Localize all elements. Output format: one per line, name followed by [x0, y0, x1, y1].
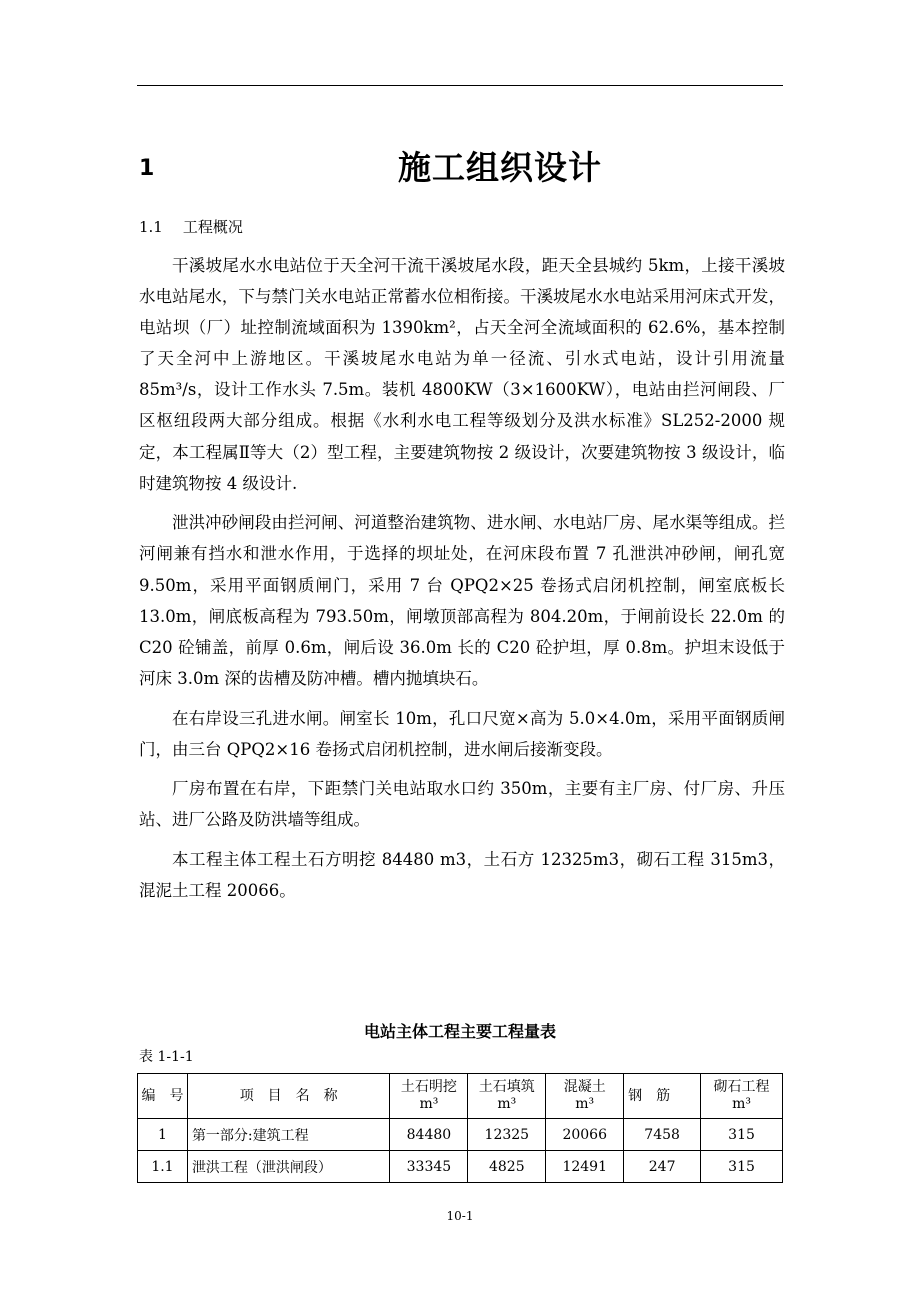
- table-row: [138, 1151, 783, 1183]
- section-number: 1.1: [139, 218, 163, 236]
- column-header: 编 号: [138, 1074, 188, 1119]
- column-header: 钢 筋: [624, 1074, 701, 1119]
- table-title: 电站主体工程主要工程量表: [363, 1022, 556, 1041]
- column-header: 土石填筑 m³: [468, 1074, 546, 1119]
- paragraph: 本工程主体工程土石方明挖 84480 m3，土石方 12325m3，砌石工程 315m3，混泥土工程 20066。: [139, 850, 785, 901]
- body-text: [139, 250, 785, 915]
- table-header-row: [138, 1074, 783, 1119]
- table-cell: 315: [701, 1151, 783, 1183]
- table-cell: 84480: [390, 1119, 468, 1151]
- table-cell: 12491: [546, 1151, 624, 1183]
- column-header: 砌石工程 m³: [701, 1074, 783, 1119]
- table-cell: 1: [138, 1119, 188, 1151]
- table-cell: 4825: [468, 1151, 546, 1183]
- table-number: 表 1-1-1: [139, 1049, 194, 1065]
- paragraph: 干溪坡尾水水电站位于天全河干流干溪坡尾水段，距天全县城约 5km，上接干溪坡水电站尾水，下与禁门关水电站正常蓄水位相衔接。干溪坡尾水水电站采用河床式开发，电站坝（厂）址控制流域面积为 1390km²，占天全河全流域面积的 62.6%，基本控制了天全河中上游地区。干溪坡尾水电站为单一径流、引水式电站，设计引用流量 85m³/s，设计工作水头 7.5m。装机 4800KW（3×1600KW），电站由拦河闸段、厂区枢纽段两大部分组成。根据《水利水电工程等级划分及洪水标准》SL252-2000 规定，本工程属Ⅱ等大（2）型工程，主要建筑物按 2 级设计，次要建筑物按 3 级设计，临时建筑物按 4 级设计.: [139, 256, 785, 493]
- section-title: 工程概况: [182, 218, 243, 236]
- table-cell: 20066: [546, 1119, 624, 1151]
- header-rule: [137, 85, 783, 86]
- table-cell: 7458: [624, 1119, 701, 1151]
- paragraph: 泄洪冲砂闸段由拦河闸、河道整治建筑物、进水闸、水电站厂房、尾水渠等组成。拦河闸兼有挡水和泄水作用，于选择的坝址处，在河床段布置 7 孔泄洪冲砂闸，闸孔宽 9.50m，采用平面钢质闸门，采用 7 台 QPQ2×25 卷扬式启闭机控制，闸室底板长 13.0m，闸底板高程为 793.50m，闸墩顶部高程为 804.20m，于闸前设长 22.0m 的 C20 砼铺盖，前厚 0.6m，闸后设 36.0m 长的 C20 砼护坦，厚 0.8m。护坦末设低于河床 3.0m 深的齿槽及防冲槽。槽内抛填块石。: [139, 513, 785, 688]
- table-cell: 1.1: [138, 1151, 188, 1183]
- column-header: 土石明挖 m³: [390, 1074, 468, 1119]
- table-row: [138, 1119, 783, 1151]
- quantities-table: [137, 1073, 783, 1183]
- paragraph: 在右岸设三孔进水闸。闸室长 10m，孔口尺宽×高为 5.0×4.0m，采用平面钢质闸门，由三台 QPQ2×16 卷扬式启闭机控制，进水闸后接渐变段。: [139, 708, 785, 759]
- section-heading: [139, 216, 243, 237]
- table-cell: 12325: [468, 1119, 546, 1151]
- chapter-title: 施工组织设计: [398, 148, 602, 187]
- table-cell: 315: [701, 1119, 783, 1151]
- paragraph: 厂房布置在右岸，下距禁门关电站取水口约 350m，主要有主厂房、付厂房、升压站、进厂公路及防洪墙等组成。: [139, 779, 785, 830]
- table-cell: 33345: [390, 1151, 468, 1183]
- table-cell: 247: [624, 1151, 701, 1183]
- table-cell: 泄洪工程（泄洪闸段）: [187, 1151, 390, 1183]
- column-header: 混凝土 m³: [546, 1074, 624, 1119]
- table-cell: 第一部分:建筑工程: [187, 1119, 390, 1151]
- page-number: 10-1: [446, 1209, 474, 1223]
- chapter-number: 1: [139, 156, 155, 181]
- column-header: 项 目 名 称: [187, 1074, 390, 1119]
